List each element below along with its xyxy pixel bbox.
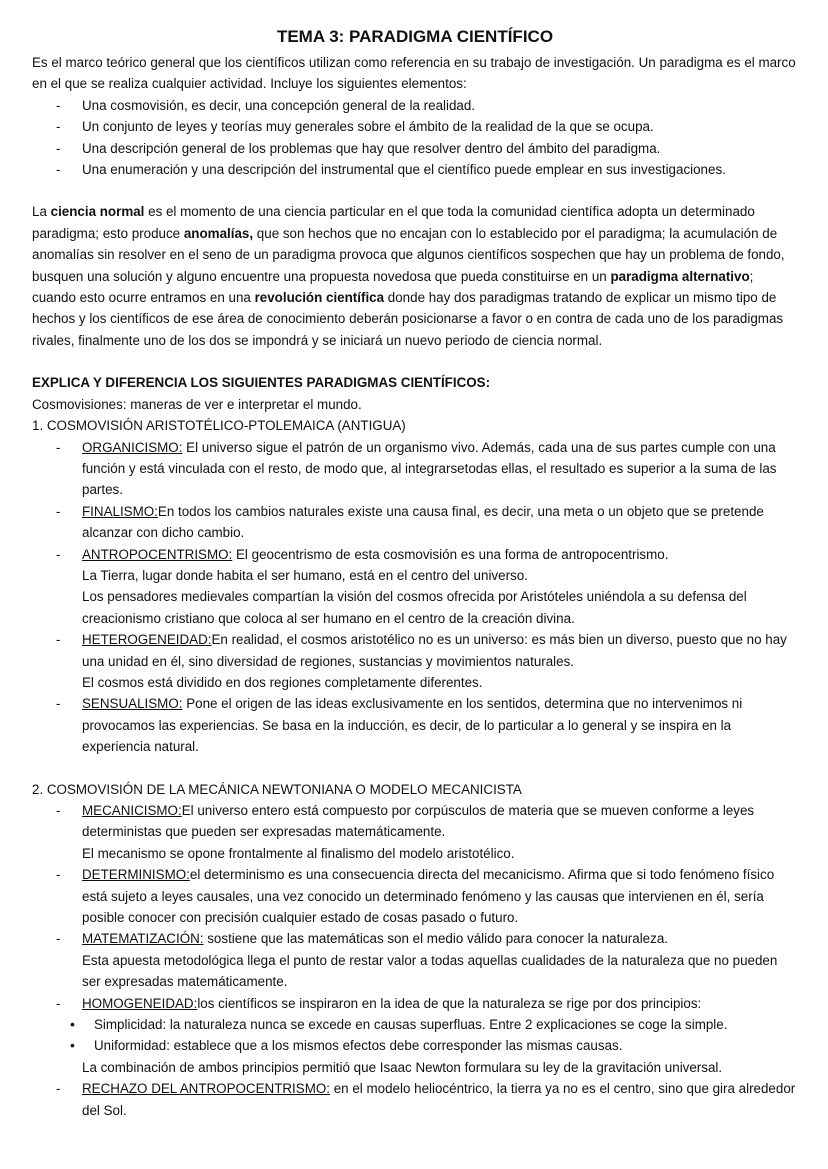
list-item (32, 993, 798, 1079)
term-text: en el modelo heliocéntrico, la tierra ya no es el centro, sino que gira alrededor del Sol. (82, 1081, 796, 1118)
section-heading (32, 372, 798, 393)
term-label: RECHAZO DEL ANTROPOCENTRISMO: (82, 1081, 331, 1097)
section-heading-text: EXPLICA Y DIFERENCIA LOS SIGUIENTES PARADIGMAS CIENTÍFICOS: (32, 375, 491, 391)
term-text: el determinismo es una consecuencia directa del mecanicismo. Afirma que si todo fenómeno físico está sujeto a leyes causales, una vez conocido un determinado fenómeno y las causas que intervienen en él, sería posible conocer con precisión cualquier estado de cosas pasado o futuro. (82, 867, 775, 926)
text-run: donde hay dos paradigmas tratando de explicar un mismo tipo de hechos y los científicos de ese área de conocimiento deberán posicionarse a favor o en contra de cada uno de los paradigmas rivales, finalmente uno de los dos se impondrá y se iniciará un nuevo periodo de ciencia normal. (32, 290, 784, 348)
continuation-text: La combinación de ambos principios permitió que Isaac Newton formulara su ley de la gravitación universal. (82, 1059, 723, 1075)
continuation-text: Esta apuesta metodológica llega el punto de restar valor a todas aquellas cualidades de la naturaleza que no pueden ser expresadas matemáticamente. (82, 952, 778, 990)
list-item (32, 800, 798, 864)
term-text: los científicos se inspiraron en la idea de que la naturaleza se rige por dos principios: (197, 995, 702, 1011)
list-item (32, 1078, 798, 1121)
term-label: DETERMINISMO: (82, 867, 190, 883)
term-label: MATEMATIZACIÓN: (82, 931, 204, 947)
term-label: ANTROPOCENTRISMO: (82, 546, 233, 562)
term-text: En realidad, el cosmos aristotélico no es un universo: es más bien un diverso, puesto que no hay una unidad en él, sino diversidad de regiones, sustancias y movimientos naturales. (82, 632, 787, 669)
page-title: TEMA 3: PARADIGMA CIENTÍFICO (276, 27, 554, 46)
list-item (32, 693, 798, 757)
text-run: La (32, 204, 51, 220)
term-text: En todos los cambios naturales existe una causa final, es decir, una meta o un objeto que se pretende alcanzar con dicho cambio. (82, 503, 764, 541)
continuation-text: El cosmos está dividido en dos regiones completamente diferentes. (82, 674, 483, 690)
list-item (32, 864, 798, 928)
term-text: sostiene que las matemáticas son el medio válido para conocer la naturaleza. (203, 931, 668, 947)
bold-term: paradigma alternativo (610, 268, 750, 284)
intro-paragraph: Es el marco teórico general que los científicos utilizan como referencia en su trabajo de investigación. Un paradigma es el marco en el que se realiza cualquier actividad. Incluye los siguientes elementos: (32, 55, 796, 92)
term-label: MECANICISMO: (82, 803, 182, 818)
paradigm-elements-list (32, 95, 798, 181)
list-item (32, 544, 798, 630)
continuation-text: Los pensadores medievales compartían la visión del cosmos ofrecida por Aristóteles uniéndola a su defensa del creacionismo cristiano que coloca al ser humano en el centro de la creación divina. (82, 589, 747, 626)
term-label: ORGANICISMO: (82, 439, 183, 455)
bullet-item: • Simplicidad: la naturaleza nunca se excede en causas superfluas. Entre 2 explicaciones se coge la simple. (32, 1014, 798, 1035)
continuation-text: La Tierra, lugar donde habita el ser humano, está en el centro del universo. (82, 567, 528, 583)
term-text: El universo entero está compuesto por corpúsculos de materia que se mueven conforme a leyes deterministas que pueden ser expresadas matemáticamente. (82, 803, 755, 840)
text-run: que son hechos que no encajan con lo establecido por el paradigma; la acumulación de anomalías sin resolver en el seno de un paradigma provoca que algunos científicos sospechen que hay un problema de fondo, busquen una solución y alguno encuentre una propuesta novedosa que pueda constituirse en un (32, 225, 785, 284)
ciencia-normal-paragraph (32, 201, 798, 351)
list-item: - Una enumeración y una descripción del instrumental que el científico puede emplear en sus investigaciones. (32, 159, 798, 180)
bold-term: anomalías, (183, 225, 254, 241)
principles-list (32, 1014, 798, 1057)
cosmovisiones-definition: Cosmovisiones: maneras de ver e interpretar el mundo. (32, 396, 362, 412)
term-label: HETEROGENEIDAD: (82, 632, 212, 648)
bold-term: revolución científica (254, 290, 385, 306)
bold-term: ciencia normal (50, 204, 145, 220)
list-item: - Una cosmovisión, es decir, una concepción general de la realidad. (32, 95, 798, 116)
term-text: Pone el origen de las ideas exclusivamente en los sentidos, determina que no intervenimos ni provocamos las experiencias. Se basa en la inducción, es decir, de lo particular a lo general y se inspira en la experiencia natural. (82, 696, 743, 755)
list-item (32, 928, 798, 992)
text-run: ; cuando esto ocurre entramos en una (32, 268, 754, 306)
continuation-text: El mecanismo se opone frontalmente al finalismo del modelo aristotélico. (82, 845, 515, 861)
section-2-heading: 2. COSMOVISIÓN DE LA MECÁNICA NEWTONIANA O MODELO MECANICISTA (32, 781, 522, 797)
section-1-heading: 1. COSMOVISIÓN ARISTOTÉLICO-PTOLEMAICA (ANTIGUA) (32, 418, 406, 434)
term-text: El universo sigue el patrón de un organismo vivo. Además, cada una de sus partes cumple con una función y está vinculada con el resto, de modo que, al integrarsetodas ellas, el resultado es superior a la suma de las partes. (82, 439, 777, 498)
list-item: - Un conjunto de leyes y teorías muy generales sobre el ámbito de la realidad de la que se ocupa. (32, 116, 798, 137)
term-text: El geocentrismo de esta cosmovisión es una forma de antropocentrismo. (232, 546, 669, 562)
bullet-item: • Uniformidad: establece que a los mismos efectos debe corresponder las mismas causas. (32, 1035, 798, 1056)
text-run: es el momento de una ciencia particular en el que toda la comunidad científica adopta un determinado paradigma; esto produce (32, 204, 755, 241)
term-label: FINALISMO: (82, 503, 158, 519)
term-label: HOMOGENEIDAD: (82, 995, 198, 1011)
list-item (32, 437, 798, 501)
list-item (32, 501, 798, 544)
section-1-list (32, 437, 798, 758)
list-item: - Una descripción general de los problemas que hay que resolver dentro del ámbito del paradigma. (32, 138, 798, 159)
term-label: SENSUALISMO: (82, 696, 183, 712)
section-2-list (32, 800, 798, 1121)
list-item (32, 629, 798, 693)
